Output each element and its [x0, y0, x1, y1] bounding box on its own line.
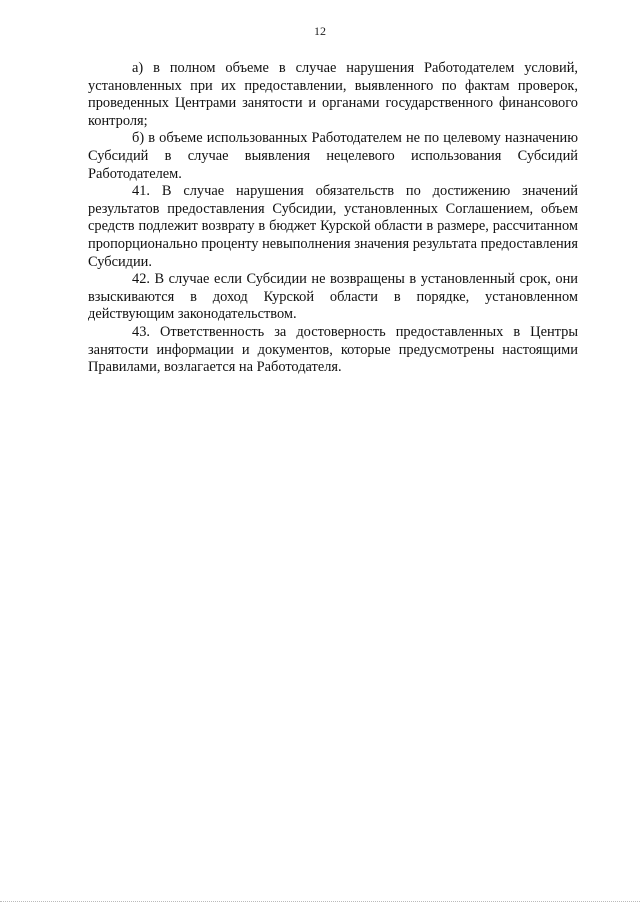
paragraph-43: 43. Ответственность за достоверность предоставленных в Центры занятости информации и документов, которые предусмотрены настоящими Правилами, возлагается на Работодателя.: [88, 323, 578, 376]
paragraph-41: 41. В случае нарушения обязательств по достижению значений результатов предоставления Субсидии, установленных Соглашением, объем средств подлежит возврату в бюджет Курской области в размере, рассчитанном пропорционально проценту невыполнения значения результата предоставления Субсидии.: [88, 183, 578, 270]
document-body: [88, 60, 578, 377]
paragraph-42: 42. В случае если Субсидии не возвращены в установленный срок, они взыскиваются в доход Курской области в порядке, установленном действующим законодательством.: [88, 271, 578, 323]
paragraph-b: б) в объеме использованных Работодателем не по целевому назначению Субсидий в случае выявления нецелевого использования Субсидий Работодателем.: [88, 130, 578, 182]
page-number: 12: [314, 24, 326, 38]
paragraph-a: а) в полном объеме в случае нарушения Работодателем условий, установленных при их предоставлении, выявленного по фактам проверок, проведенных Центрами занятости и органами государственного финансового контроля;: [88, 60, 578, 129]
scan-bottom-edge: [0, 901, 640, 905]
